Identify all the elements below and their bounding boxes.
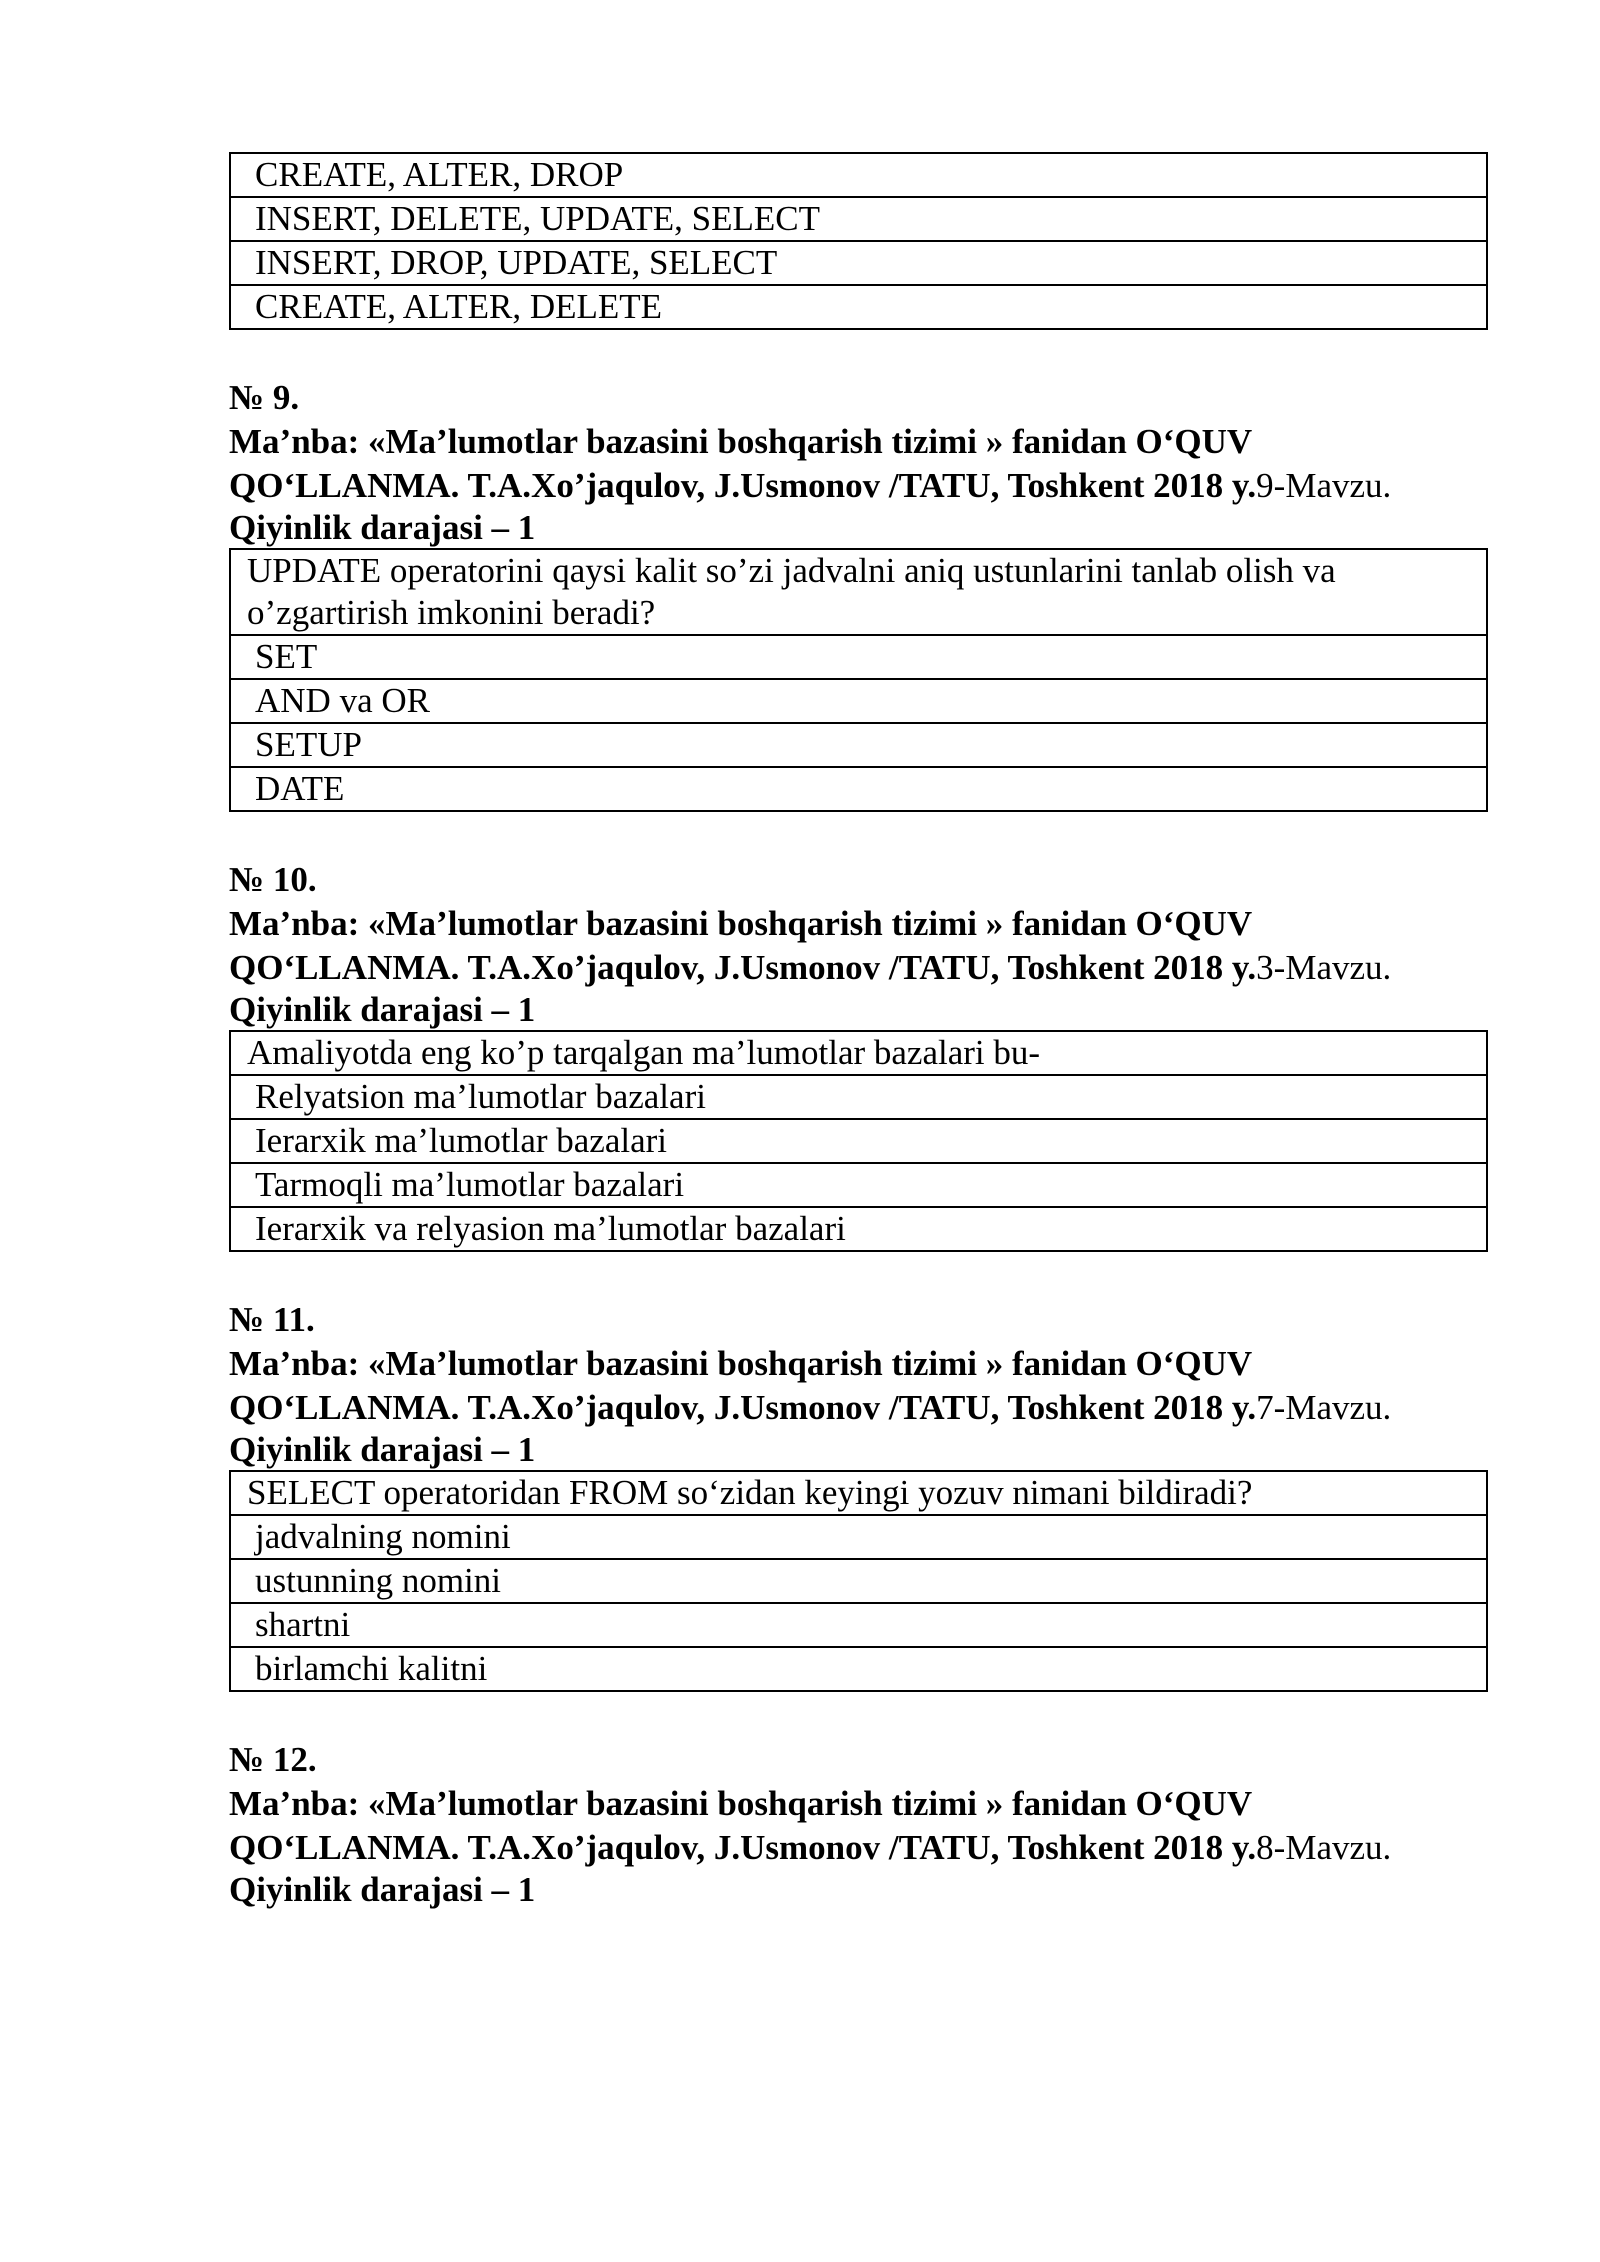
question-block-9 bbox=[229, 376, 1488, 812]
question-text: Amaliyotda eng ko’p tarqalgan ma’lumotlar bazalari bu- bbox=[230, 1031, 1487, 1075]
source-bold: Ma’nba: «Ma’lumotlar bazasini boshqarish tizimi » fanidan O‘QUV QO‘LLANMA. T.A.Xo’jaqulov, J.Usmonov /TATU, Toshkent 2018 y. bbox=[229, 1784, 1257, 1867]
answer-option: CREATE, ALTER, DELETE bbox=[230, 285, 1487, 329]
question-block-10 bbox=[229, 858, 1488, 1252]
answer-option: AND va OR bbox=[230, 679, 1487, 723]
document-page bbox=[229, 152, 1488, 1910]
question-block-11 bbox=[229, 1298, 1488, 1692]
question-text: SELECT operatoridan FROM so‘zidan keyingi yozuv nimani bildiradi? bbox=[230, 1471, 1487, 1515]
answer-option: shartni bbox=[230, 1603, 1487, 1647]
difficulty-level: Qiyinlik darajasi – 1 bbox=[229, 990, 536, 1029]
answer-option: SETUP bbox=[230, 723, 1487, 767]
answer-option: jadvalning nomini bbox=[230, 1515, 1487, 1559]
question-number: № 12. bbox=[229, 1740, 317, 1779]
answer-option: Relyatsion ma’lumotlar bazalari bbox=[230, 1075, 1487, 1119]
answer-option: INSERT, DROP, UPDATE, SELECT bbox=[230, 241, 1487, 285]
question-table bbox=[229, 548, 1488, 812]
question-source bbox=[229, 1782, 1448, 1870]
answer-option: Ierarxik ma’lumotlar bazalari bbox=[230, 1119, 1487, 1163]
question-block-12 bbox=[229, 1738, 1488, 1910]
answer-option: CREATE, ALTER, DROP bbox=[230, 153, 1487, 197]
answer-option: Tarmoqli ma’lumotlar bazalari bbox=[230, 1163, 1487, 1207]
question-table bbox=[229, 1470, 1488, 1692]
answer-row bbox=[230, 241, 1487, 285]
difficulty-level: Qiyinlik darajasi – 1 bbox=[229, 508, 536, 547]
question-source bbox=[229, 1342, 1448, 1430]
source-bold: Ma’nba: «Ma’lumotlar bazasini boshqarish tizimi » fanidan O‘QUV QO‘LLANMA. T.A.Xo’jaqulov, J.Usmonov /TATU, Toshkent 2018 y. bbox=[229, 1344, 1257, 1427]
answer-option: DATE bbox=[230, 767, 1487, 811]
answer-row bbox=[230, 197, 1487, 241]
answer-option: birlamchi kalitni bbox=[230, 1647, 1487, 1691]
source-bold: Ma’nba: «Ma’lumotlar bazasini boshqarish tizimi » fanidan O‘QUV QO‘LLANMA. T.A.Xo’jaqulov, J.Usmonov /TATU, Toshkent 2018 y. bbox=[229, 904, 1257, 987]
answer-option: SET bbox=[230, 635, 1487, 679]
question-number: № 10. bbox=[229, 860, 317, 899]
source-topic: 9-Mavzu. bbox=[1256, 466, 1392, 505]
answer-table-8 bbox=[229, 152, 1488, 330]
difficulty-level: Qiyinlik darajasi – 1 bbox=[229, 1870, 536, 1909]
question-text: UPDATE operatorini qaysi kalit so’zi jadvalni aniq ustunlarini tanlab olish va o’zgartirish imkonini beradi? bbox=[230, 549, 1487, 635]
source-bold: Ma’nba: «Ma’lumotlar bazasini boshqarish tizimi » fanidan O‘QUV QO‘LLANMA. T.A.Xo’jaqulov, J.Usmonov /TATU, Toshkent 2018 y. bbox=[229, 422, 1257, 505]
answer-option: Ierarxik va relyasion ma’lumotlar bazalari bbox=[230, 1207, 1487, 1251]
source-topic: 8-Mavzu. bbox=[1256, 1828, 1392, 1867]
difficulty-level: Qiyinlik darajasi – 1 bbox=[229, 1430, 536, 1469]
question-number: № 11. bbox=[229, 1300, 315, 1339]
question-table bbox=[229, 1030, 1488, 1252]
source-topic: 3-Mavzu. bbox=[1256, 948, 1392, 987]
question-source bbox=[229, 420, 1448, 508]
answer-row bbox=[230, 285, 1487, 329]
answer-option: ustunning nomini bbox=[230, 1559, 1487, 1603]
question-number: № 9. bbox=[229, 378, 300, 417]
answer-row bbox=[230, 153, 1487, 197]
question-source bbox=[229, 902, 1448, 990]
answer-option: INSERT, DELETE, UPDATE, SELECT bbox=[230, 197, 1487, 241]
source-topic: 7-Mavzu. bbox=[1256, 1388, 1392, 1427]
